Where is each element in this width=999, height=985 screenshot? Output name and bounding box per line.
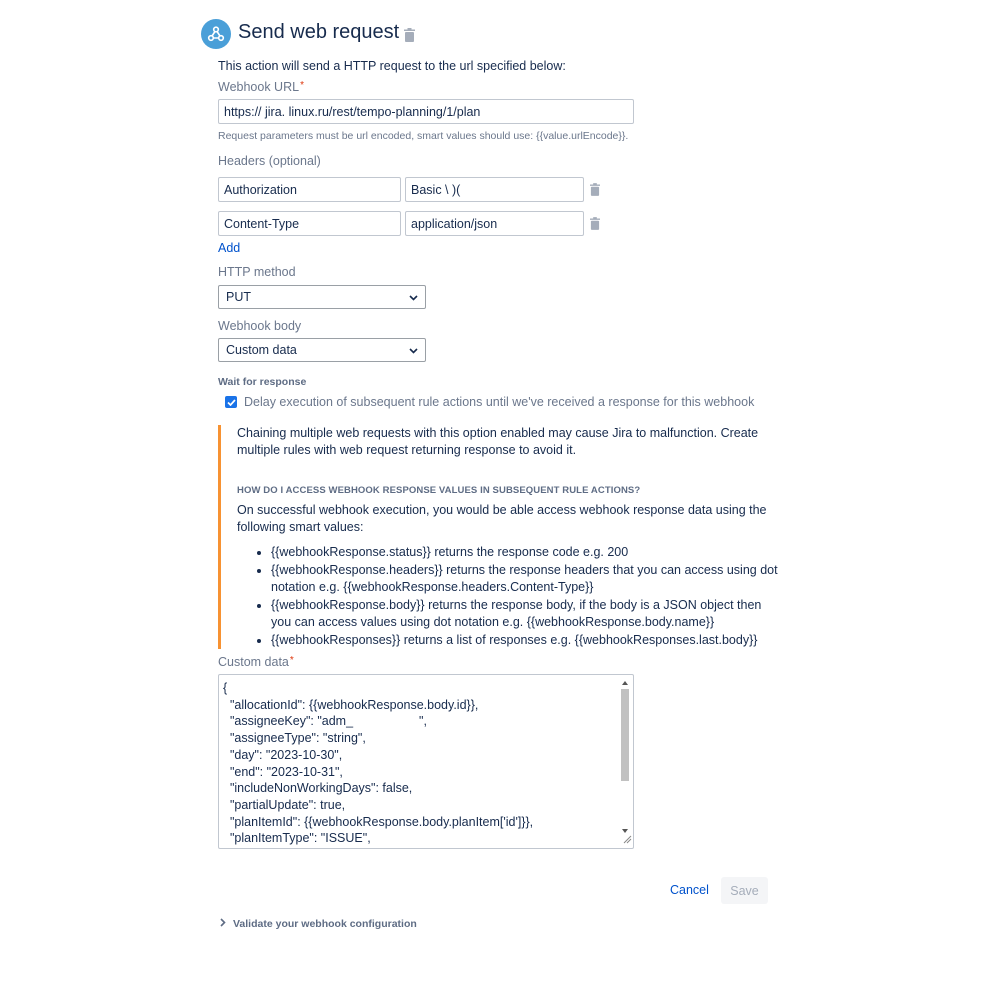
- code-line: "assigneeKey": "adm_ ",: [223, 714, 427, 729]
- code-line: "planItemId": {{webhookResponse.body.planItem['id']}},: [223, 814, 534, 829]
- webhook-url-help: Request parameters must be url encoded, smart values should use: {{value.urlEncode}}.: [218, 130, 629, 142]
- custom-data-label: Custom data*: [218, 655, 294, 669]
- list-item: • {{webhookResponse.headers}} returns the response headers that you can access using dot notation e.g. {{webhookResponse.headers.Content-Type}}: [271, 562, 781, 596]
- code-line: "day": "2023-10-30",: [223, 747, 343, 762]
- webhook-body-value: Custom data: [226, 343, 297, 357]
- code-line: "planItemType": "ISSUE",: [223, 831, 371, 846]
- chevron-right-icon: [220, 918, 226, 930]
- webhook-body-select[interactable]: [218, 338, 426, 362]
- http-method-select[interactable]: [218, 285, 426, 309]
- list-item: • {{webhookResponses}} returns a list of responses e.g. {{webhookResponses.last.body}}: [271, 632, 781, 649]
- chevron-down-icon: [409, 290, 418, 304]
- code-line: "assigneeType": "string",: [223, 731, 366, 746]
- wait-for-response-checkbox-label[interactable]: Delay execution of subsequent rule actions until we've received a response for this webhook: [244, 395, 755, 409]
- webhook-url-label: Webhook URL*: [218, 80, 304, 94]
- required-marker: *: [300, 80, 304, 91]
- smart-values-list: [255, 544, 781, 650]
- headers-label: Headers (optional): [218, 154, 321, 168]
- chevron-down-icon: [409, 343, 418, 357]
- resize-handle-icon[interactable]: [622, 833, 632, 847]
- delete-header-trash-icon[interactable]: [590, 217, 601, 231]
- warning-intro: On successful webhook execution, you would be able access webhook response data using the following smart values:: [237, 503, 767, 534]
- webhook-body-label: Webhook body: [218, 319, 302, 333]
- action-description: This action will send a HTTP request to the url specified below:: [218, 59, 566, 73]
- webhook-icon: [201, 19, 231, 49]
- warning-heading: HOW DO I ACCESS WEBHOOK RESPONSE VALUES IN SUBSEQUENT RULE ACTIONS?: [237, 485, 641, 496]
- page-title: Send web request: [238, 21, 400, 43]
- http-method-label: HTTP method: [218, 265, 296, 279]
- http-method-value: PUT: [226, 290, 251, 304]
- add-header-link[interactable]: Add: [218, 241, 241, 255]
- code-line: "end": "2023-10-31",: [223, 764, 343, 779]
- list-item: • {{webhookResponse.status}} returns the response code e.g. 200: [271, 544, 781, 561]
- header-key-input[interactable]: Content-Type: [218, 211, 401, 236]
- code-line: "allocationId": {{webhookResponse.body.id}},: [223, 697, 479, 712]
- header-key-input[interactable]: Authorization: [218, 177, 401, 202]
- validate-webhook-toggle[interactable]: [220, 918, 417, 930]
- wait-for-response-label: Wait for response: [218, 376, 307, 388]
- cancel-button[interactable]: Cancel: [670, 883, 709, 897]
- list-item: • {{webhookResponse.body}} returns the response body, if the body is a JSON object then you can access values using dot notation e.g. {{webhookResponse.body.name}}: [271, 597, 781, 631]
- save-button[interactable]: Save: [721, 877, 768, 904]
- custom-data-textarea[interactable]: [218, 674, 634, 849]
- header-value-input[interactable]: application/json: [405, 211, 584, 236]
- required-marker: *: [289, 655, 294, 666]
- header-value-input[interactable]: Basic \ )(: [405, 177, 584, 202]
- delete-header-trash-icon[interactable]: [590, 183, 601, 197]
- webhook-url-input[interactable]: https:// jira. linux.ru/rest/tempo-planning/1/plan: [218, 99, 634, 124]
- code-line: "includeNonWorkingDays": false,: [223, 781, 413, 796]
- delete-action-trash-icon[interactable]: [404, 28, 415, 42]
- textarea-scrollbar[interactable]: [619, 677, 631, 837]
- code-line: {: [223, 681, 228, 695]
- code-line: "partialUpdate": true,: [223, 797, 346, 812]
- validate-label: Validate your webhook configuration: [233, 918, 417, 930]
- wait-for-response-checkbox[interactable]: [225, 396, 237, 408]
- warning-text: Chaining multiple web requests with this option enabled may cause Jira to malfunction. Create multiple rules with web request returning response to avoid it.: [237, 426, 759, 457]
